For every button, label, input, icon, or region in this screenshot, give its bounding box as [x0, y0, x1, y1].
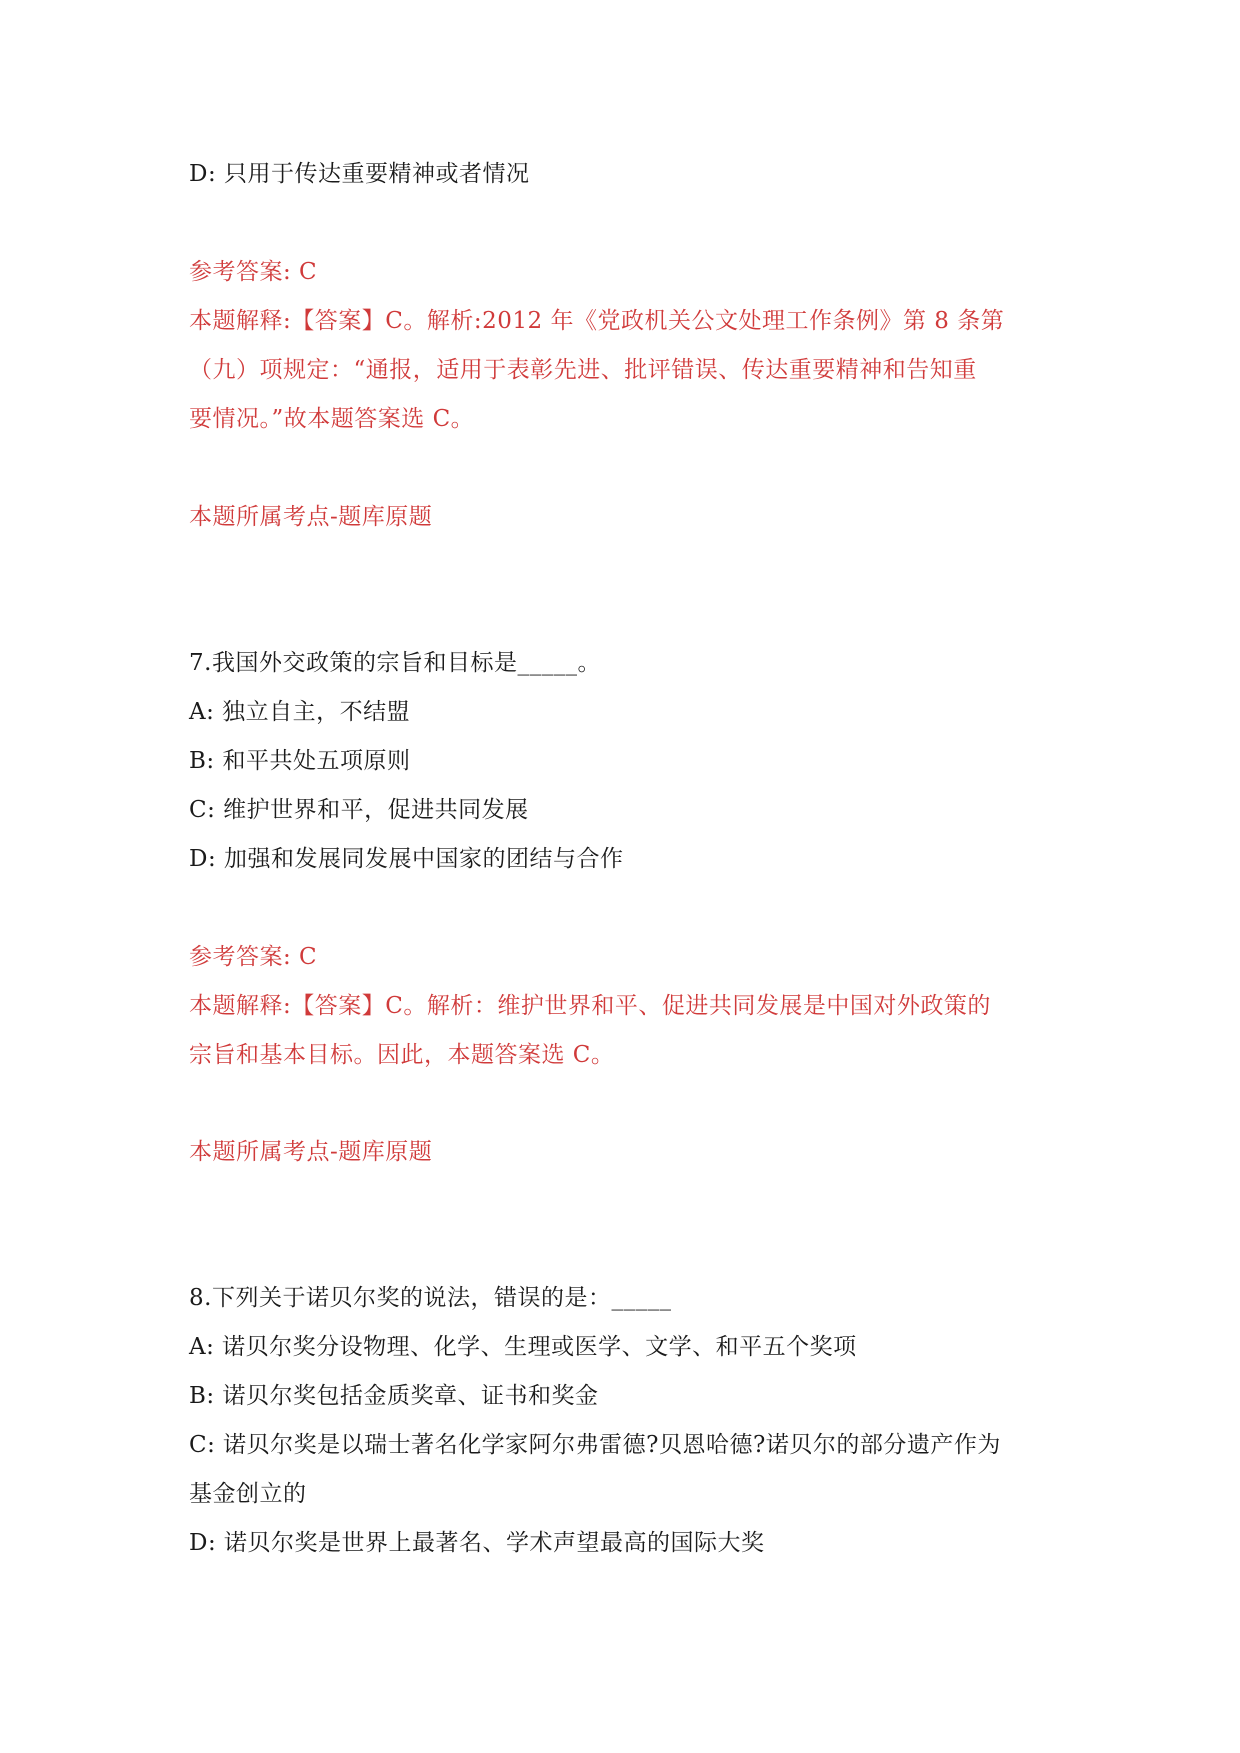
- q8-option-c-continued: 基金创立的: [189, 1481, 307, 1507]
- q7-stem: 7.我国外交政策的宗旨和目标是_____。: [189, 650, 601, 676]
- prev-explanation-line-1: 本题解释:【答案】C。解析:2012 年《党政机关公文处理工作条例》第 8 条第: [189, 308, 1005, 334]
- q7-explanation-line-2: 宗旨和基本目标。因此，本题答案选 C。: [189, 1042, 615, 1068]
- q8-option-d: D: 诺贝尔奖是世界上最著名、学术声望最高的国际大奖: [189, 1530, 765, 1556]
- prev-option-d: D: 只用于传达重要精神或者情况: [189, 161, 530, 187]
- prev-explanation-line-3: 要情况。”故本题答案选 C。: [189, 406, 475, 432]
- q7-topic: 本题所属考点-题库原题: [189, 1139, 433, 1165]
- q7-option-d: D: 加强和发展同发展中国家的团结与合作: [189, 846, 624, 872]
- q8-stem: 8.下列关于诺贝尔奖的说法，错误的是：_____: [189, 1285, 672, 1311]
- prev-explanation-line-2: （九）项规定：“通报，适用于表彰先进、批评错误、传达重要精神和告知重: [189, 357, 977, 383]
- q8-option-a: A: 诺贝尔奖分设物理、化学、生理或医学、文学、和平五个奖项: [189, 1334, 857, 1360]
- q7-explanation-line-1: 本题解释:【答案】C。解析：维护世界和平、促进共同发展是中国对外政策的: [189, 993, 991, 1019]
- prev-topic: 本题所属考点-题库原题: [189, 504, 433, 530]
- q8-option-b: B: 诺贝尔奖包括金质奖章、证书和奖金: [189, 1383, 599, 1409]
- q7-option-c: C: 维护世界和平，促进共同发展: [189, 797, 529, 823]
- q7-option-a: A: 独立自主，不结盟: [189, 699, 411, 725]
- q7-answer: 参考答案: C: [189, 944, 318, 970]
- q7-option-b: B: 和平共处五项原则: [189, 748, 411, 774]
- prev-answer: 参考答案: C: [189, 259, 318, 285]
- q8-option-c: C: 诺贝尔奖是以瑞士著名化学家阿尔弗雷德?贝恩哈德?诺贝尔的部分遗产作为: [189, 1432, 1001, 1458]
